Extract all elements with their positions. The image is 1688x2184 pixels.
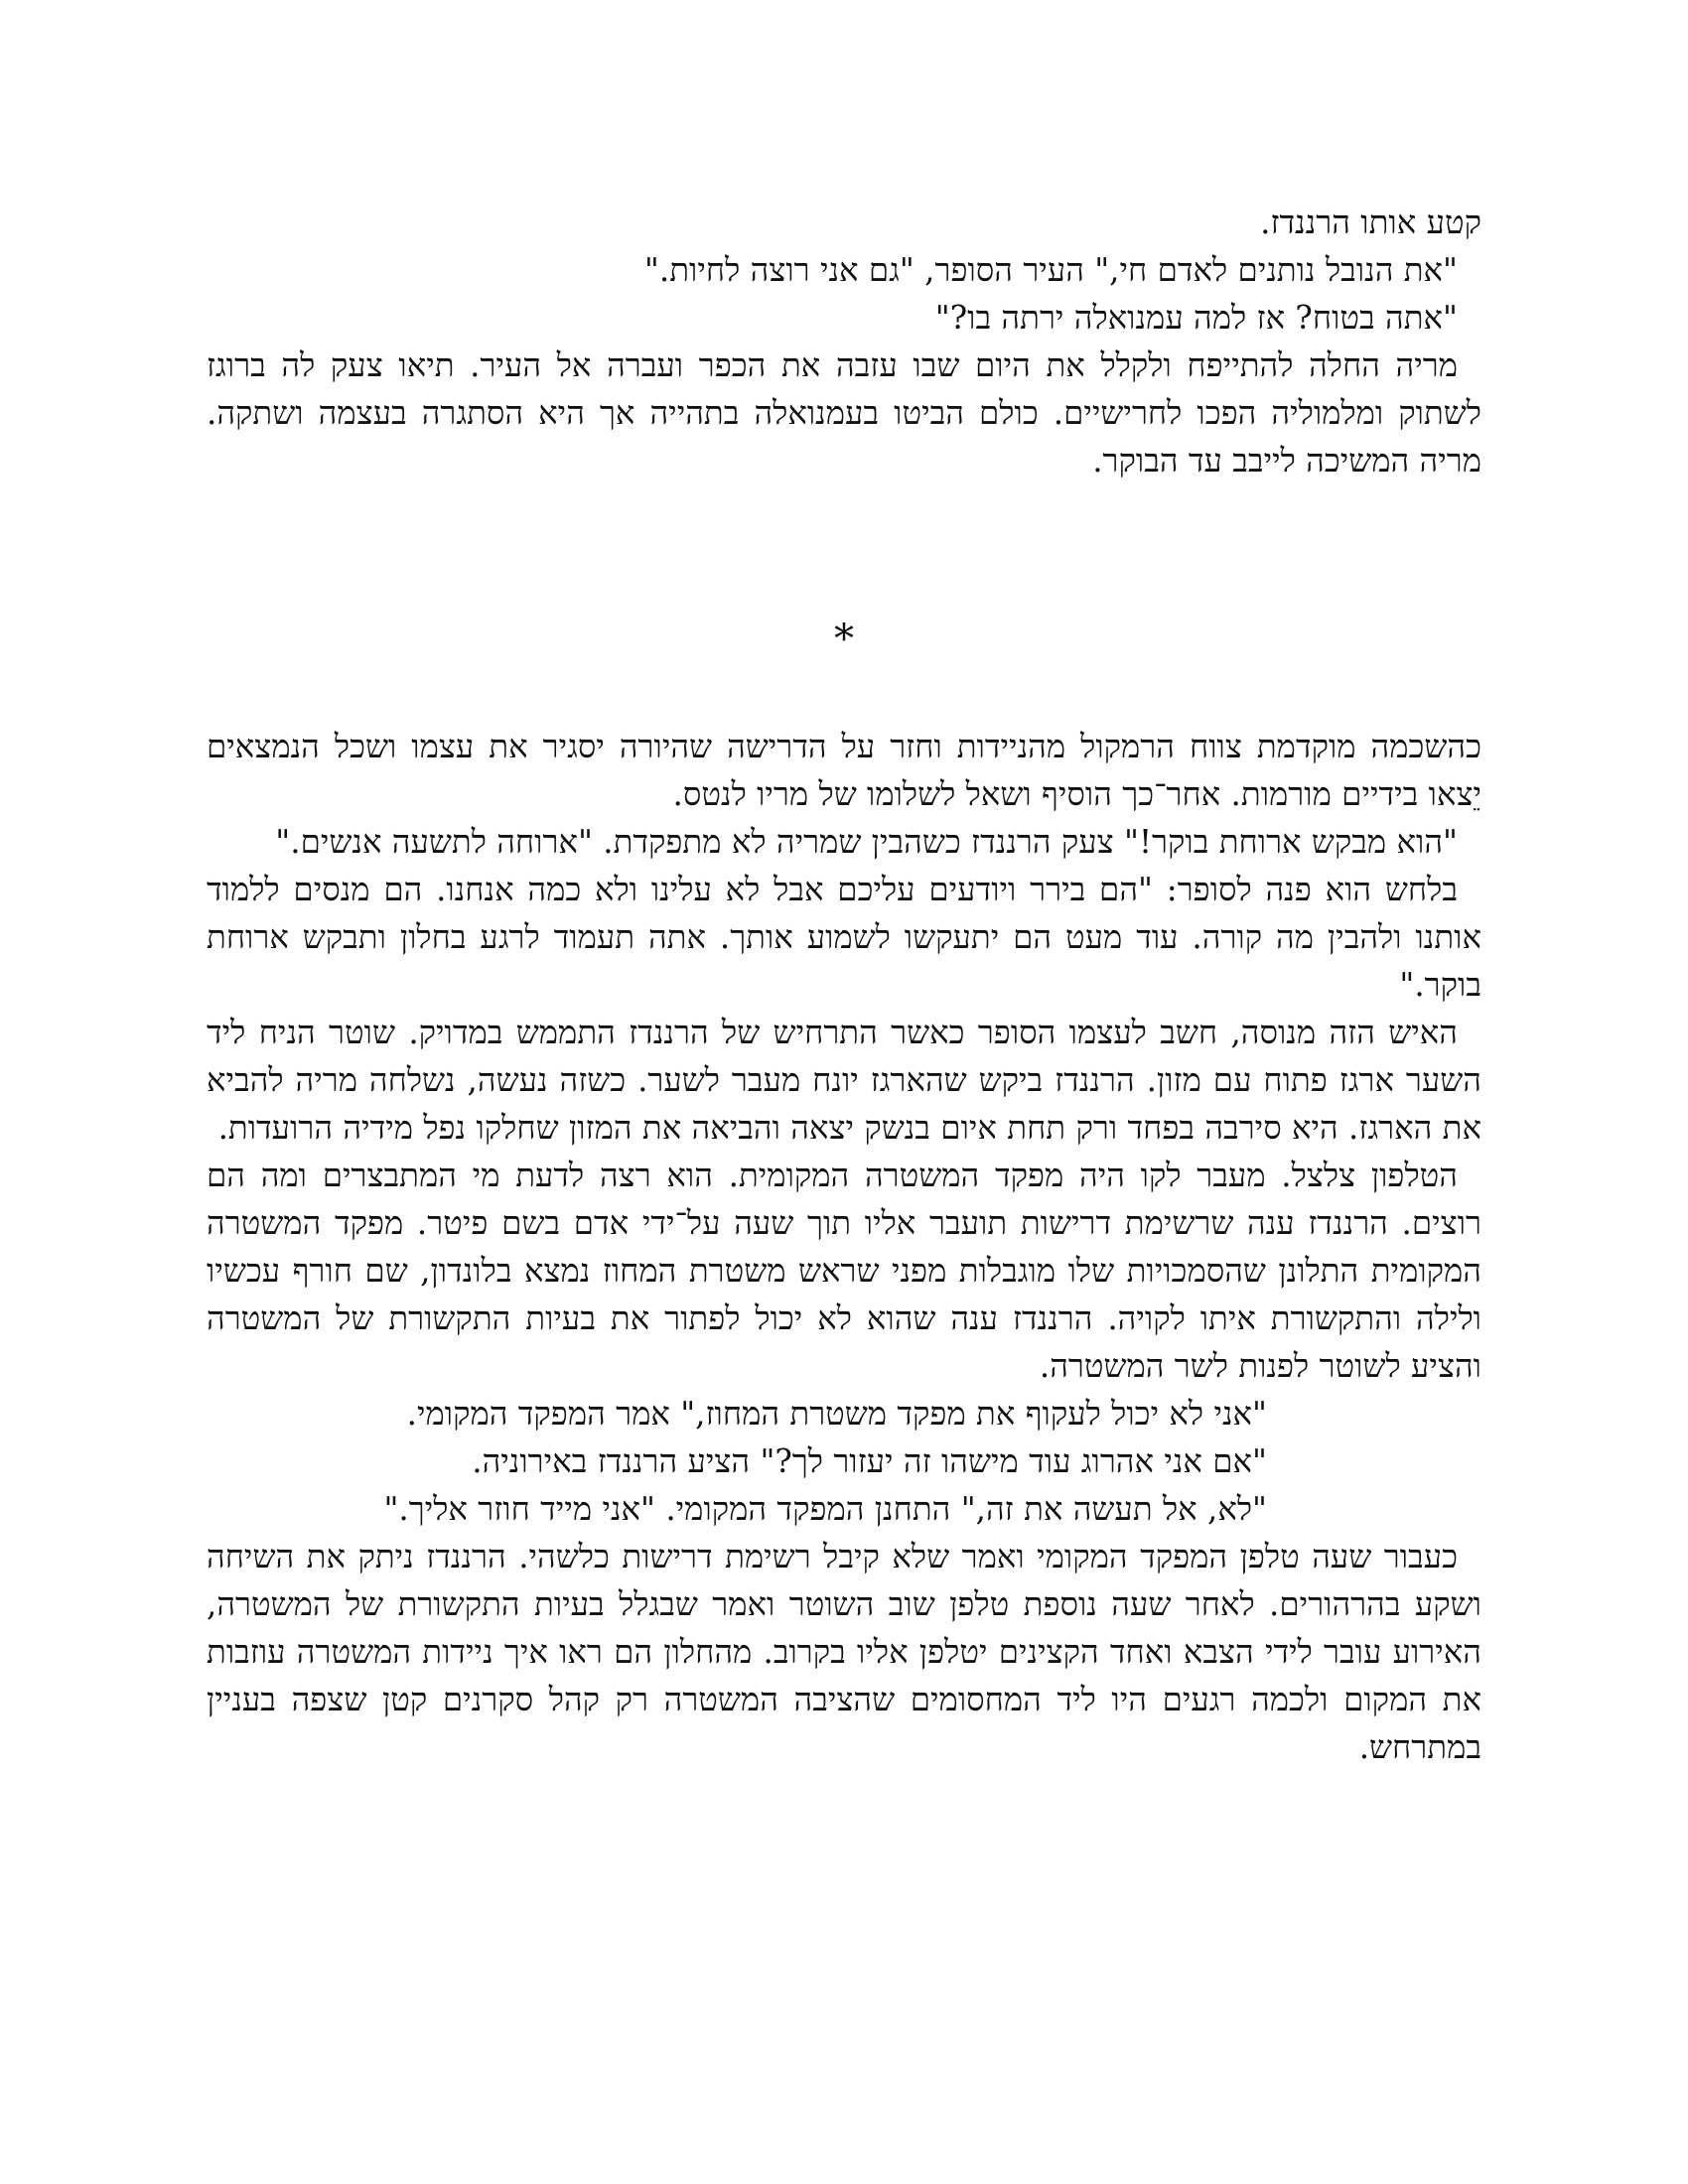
section-1 xyxy=(207,199,1481,484)
paragraph: קטע אותו הרננדז. xyxy=(1260,204,1481,241)
paragraph: הטלפון צלצל. מעבר לקו היה מפקד המשטרה המקומית. הוא רצה לדעת מי המתבצרים ומה הם רוצים. הרננדז ענה שרשימת דרישות תועבר אליו תוך שעה על־ידי אדם בשם פיטר. מפקד המשטרה המקומית התלונן שהסמכויות שלו מוגבלות מפני שראש משטרת המחוז נמצא בלונדון, שם חורף עכשיו ולילה והתקשורת איתו לקויה. הרננדז ענה שהוא לא יכול לפתור את בעיות התקשורת של המשטרה והציע לשוטר לפנות לשר המשטרה. xyxy=(207,1157,1481,1385)
paragraph: "הוא מבקש ארוחת בוקר!" צעק הרננדז כשהבין שמריה לא מתפקדת. "ארוחה לתשעה אנשים." xyxy=(275,823,1458,861)
paragraph: כהשכמה מוקדמת צווח הרמקול מהניידות וחזר על הדרישה שהיורה יסגיר את עצמו ושכל הנמצאים יֵצאו בידיים מורמות. אחר־כך הוסיף ושאל לשלומו של מריו לנטס. xyxy=(207,728,1481,813)
paragraph: "אתה בטוח? אז למה עמנואלה ירתה בו?" xyxy=(934,299,1458,337)
section-separator: * xyxy=(834,616,854,662)
paragraph: בלחש הוא פנה לסופר: "הם בירר ויודעים עליכם אבל לא עלינו ולא כמה אנחנו. הם מנסים ללמוד אותנו ולהבין מה קורה. עוד מעט הם יתעקשו לשמוע אותך. אתה תעמוד לרגע בחלון ותבקש ארוחת בוקר." xyxy=(207,871,1481,1004)
paragraph: האיש הזה מנוסה, חשב לעצמו הסופר כאשר התרחיש של הרננדז התממש במדויק. שוטר הניח ליד השער ארגז פתוח עם מזון. הרננדז ביקש שהארגז יונח מעבר לשער. כשזה נעשה, נשלחה מריה להביא את הארגז. היא סירבה בפחד ורק תחת איום בנשק יצאה והביאה את המזון שחלקו נפל מידיה הרועדות. xyxy=(207,1014,1481,1147)
paragraph: כעבור שעה טלפן המפקד המקומי ואמר שלא קיבל רשימת דרישות כלשהי. הרננדז ניתק את השיחה ושקע בהרהורים. לאחר שעה נוספת טלפן שוב השוטר ואמר שבגלל בעיות התקשורת של המשטרה, האירוע עובר לידי הצבא ואחד הקצינים יטלפן אליו בקרוב. מהחלון הם ראו איך ניידות המשטרה עוזבות את המקום ולכמה רגעים היו ליד המחסומים שהציבה המשטרה רק קהל סקרנים קטן שצפה בעניין במתרחש. xyxy=(207,1538,1481,1766)
paragraph: "את הנובל נותנים לאדם חי," העיר הסופר, "גם אני רוצה לחיות." xyxy=(643,251,1458,289)
paragraph: מריה החלה להתייפח ולקלל את היום שבו עזבה את הכפר ועברה אל העיר. תיאו צעק לה ברוגז לשתוק ומלמוליה הפכו לחרישיים. כולם הביטו בעמנואלה בתהייה אך היא הסתגרה בעצמה ושתקה. מריה המשיכה לייבב עד הבוקר. xyxy=(207,346,1481,479)
paragraph: "אני לא יכול לעקוף את מפקד משטרת המחוז," אמר המפקד המקומי. xyxy=(406,1395,1267,1433)
paragraph: "אם אני אהרוג עוד מישהו זה יעזור לך?" הציע הרננדז באירוניה. xyxy=(472,1442,1267,1480)
section-2 xyxy=(207,723,1481,1771)
paragraph: "לא, אל תעשה את זה," התחנן המפקד המקומי. "אני מייד חוזר אליך." xyxy=(383,1490,1267,1528)
